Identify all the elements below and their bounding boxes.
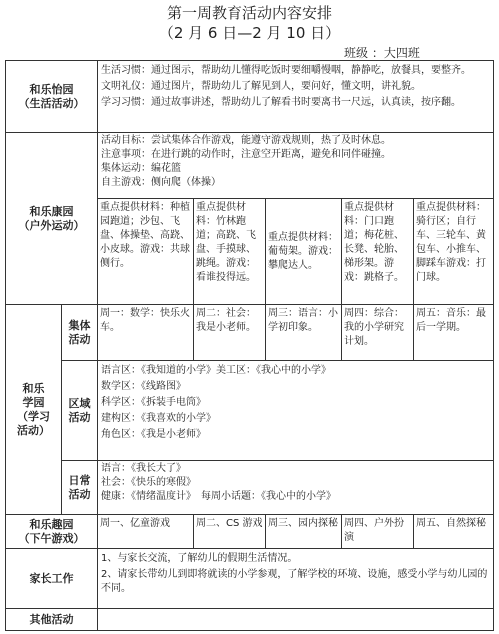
area-activities: 语言区：《我知道的小学》美工区：《我心中的小学》 数学区：《线路图》 科学区：《拆装手电筒》 建构区：《我喜欢的小学》 角色区：《我是小老师》 (98, 361, 494, 461)
outdoor-goals: 活动目标：尝试集体合作游戏，能遵守游戏规则，热了及时休息。 注意事项：在进行跳的动作时，注意空开距离，避免和同伴碰撞。 集体运动：编花篮 自主游戏：侧向爬（体操） (98, 133, 494, 199)
section-outdoor: 和乐康园 （户外运动） (6, 133, 98, 305)
other-content (98, 609, 494, 631)
group-fri: 周五：音乐：最后一学期。 (414, 305, 494, 361)
section-life: 和乐怡园 （生活活动） (6, 61, 98, 133)
parents-content: 1、与家长交流，了解幼儿的假期生活情况。 2、请家长带幼儿到即将就读的小学参观，了解学校的环境、设施，感受小学与幼儿园的不同。 (98, 549, 494, 609)
outdoor-area-1: 重点提供材料：种植园跑道；沙包、飞盘、体操垫、高跷、小皮球。游戏：共球侧行。 (98, 199, 194, 305)
group-thu: 周四：综合：我的小学研究计划。 (342, 305, 414, 361)
section-other: 其他活动 (6, 609, 98, 631)
life-content (98, 61, 494, 133)
game-tue: 周二、CS 游戏 (194, 515, 266, 549)
game-fri: 周五、自然探秘 (414, 515, 494, 549)
weekly-plan-table (5, 60, 494, 631)
game-wed: 周三、园内探秘 (266, 515, 342, 549)
page-title: 第一周教育活动内容安排 (166, 4, 332, 22)
area-activity-label: 区域 活动 (62, 361, 98, 461)
date-range: （2 月 6 日—2 月 10 日） (158, 24, 341, 42)
daily-activities: 语言：《我长大了》 社会：《快乐的寒假》 健康：《情绪温度计》 每周小话题：《我心中的小学》 (98, 461, 494, 515)
game-thu: 周四、户外扮演 (342, 515, 414, 549)
outdoor-area-3: 重点提供材料：葡萄架。游戏：攀爬达人。 (266, 199, 342, 305)
group-wed: 周三：语言：小学初印象。 (266, 305, 342, 361)
daily-activity-label: 日常 活动 (62, 461, 98, 515)
group-tue: 周二：社会：我是小老师。 (194, 305, 266, 361)
outdoor-area-2: 重点提供材料：竹林跑道；高跷、飞盘、手摸球、跳绳。游戏：看谁投得远。 (194, 199, 266, 305)
section-games: 和乐趣园 （下午游戏） (6, 515, 98, 549)
group-mon: 周一：数学：快乐火车。 (98, 305, 194, 361)
section-parents: 家长工作 (6, 549, 98, 609)
life-study: 学习习惯：通过故事讲述，帮助幼儿了解看书时要离书一尺远，认真读，按序翻。 (101, 97, 461, 108)
game-mon: 周一、亿童游戏 (98, 515, 194, 549)
life-manners: 文明礼仪：通过图片，帮助幼儿了解见到人，要问好，懂文明，讲礼貌。 (101, 81, 421, 92)
life-habit: 生活习惯：通过图示，帮助幼儿懂得吃饭时要细嚼慢咽，静静吃，放餐具，要整齐。 (101, 65, 471, 76)
section-learning: 和乐 学园 （学习 活动） (6, 305, 62, 515)
outdoor-area-5: 重点提供材料：骑行区；自行车、三轮车、黄包车、小推车、脚踩车游戏：打门球。 (414, 199, 494, 305)
class-label: 班级 ：大四班 (344, 46, 420, 60)
outdoor-area-4: 重点提供材料：门口跑道；梅花桩、长凳、轮胎、梯形架。游戏：跳格子。 (342, 199, 414, 305)
group-activity-label: 集体 活动 (62, 305, 98, 361)
